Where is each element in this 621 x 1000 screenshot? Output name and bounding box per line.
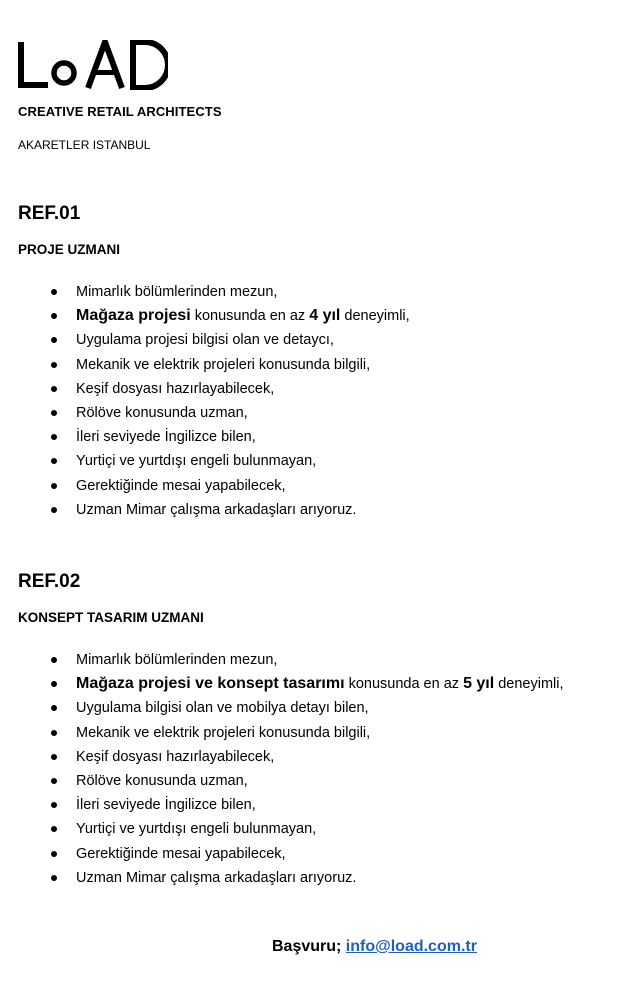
emphasis-text: 5 yıl [463, 675, 495, 693]
item-text: deneyimli, [494, 676, 564, 693]
list-item [18, 721, 618, 745]
list-item [18, 498, 618, 522]
job-title: KONSEPT TASARIM UZMANI [18, 610, 204, 625]
application-footer [272, 938, 477, 956]
bullet-icon [51, 730, 57, 736]
bullet-icon [51, 289, 57, 295]
item-text: Uzman Mimar çalışma arkadaşları arıyoruz. [76, 501, 357, 518]
bullet-icon [51, 705, 57, 711]
item-text: Uygulama projesi bilgisi olan ve detaycı, [76, 332, 334, 349]
item-text: konusunda en az [190, 308, 310, 325]
item-text: Yurtiçi ve yurtdışı engeli bulunmayan, [76, 453, 317, 470]
list-item [18, 425, 618, 449]
emphasis-text: Mağaza projesi [76, 307, 191, 325]
item-text: İleri seviyede İngilizce bilen, [76, 797, 256, 814]
list-item [18, 866, 618, 890]
item-text: Gerektiğinde mesai yapabilecek, [76, 845, 286, 862]
list-item [18, 769, 618, 793]
bullet-icon [51, 386, 57, 392]
list-item [18, 696, 618, 720]
list-item [18, 280, 618, 304]
company-location: AKARETLER ISTANBUL [18, 138, 151, 152]
bullet-icon [51, 458, 57, 464]
emphasis-text: Mağaza projesi ve konsept tasarımı [76, 675, 345, 693]
item-text: Mekanik ve elektrik projeleri konusunda bilgili, [76, 724, 371, 741]
item-text: Rölöve konusunda uzman, [76, 772, 248, 789]
bullet-icon [51, 826, 57, 832]
bullet-icon [51, 313, 57, 319]
bullet-icon [51, 875, 57, 881]
bullet-icon [51, 362, 57, 368]
list-item [18, 672, 618, 696]
item-text: Mimarlık bölümlerinden mezun, [76, 284, 278, 300]
list-item [18, 377, 618, 401]
list-item [18, 304, 618, 328]
job-ref: REF.02 [18, 571, 81, 592]
bullet-icon [51, 507, 57, 513]
bullet-icon [51, 434, 57, 440]
job-section-ref02 [18, 570, 618, 886]
list-item [18, 474, 618, 498]
email-link[interactable]: info@load.com.tr [345, 938, 477, 955]
job-ref: REF.01 [18, 203, 81, 224]
item-text: Yurtiçi ve yurtdışı engeli bulunmayan, [76, 821, 317, 838]
application-label: Başvuru; [272, 938, 346, 955]
item-text: konusunda en az [344, 676, 464, 693]
item-text: İleri seviyede İngilizce bilen, [76, 429, 256, 446]
bullet-icon [51, 851, 57, 857]
bullet-icon [51, 802, 57, 808]
load-logo [18, 40, 168, 90]
bullet-icon [51, 337, 57, 343]
item-text: Gerektiğinde mesai yapabilecek, [76, 477, 286, 494]
item-text: Uygulama bilgisi olan ve mobilya detayı bilen, [76, 700, 369, 717]
list-item [18, 353, 618, 377]
emphasis-text: 4 yıl [309, 307, 341, 325]
bullet-icon [51, 778, 57, 784]
item-text: Uzman Mimar çalışma arkadaşları arıyoruz. [76, 869, 357, 886]
requirements-list [18, 648, 618, 890]
list-item [18, 648, 618, 672]
bullet-icon [51, 754, 57, 760]
bullet-icon [51, 681, 57, 687]
list-item [18, 449, 618, 473]
job-title: PROJE UZMANI [18, 242, 121, 257]
list-item [18, 401, 618, 425]
item-text: Rölöve konusunda uzman, [76, 404, 248, 421]
list-item [18, 793, 618, 817]
item-text: deneyimli, [340, 308, 410, 325]
list-item [18, 745, 618, 769]
item-text: Mimarlık bölümlerinden mezun, [76, 652, 278, 668]
requirements-list [18, 280, 618, 522]
bullet-icon [51, 483, 57, 489]
item-text: Keşif dosyası hazırlayabilecek, [76, 380, 275, 397]
bullet-icon [51, 657, 57, 663]
item-text: Mekanik ve elektrik projeleri konusunda bilgili, [76, 356, 371, 373]
list-item [18, 817, 618, 841]
list-item [18, 328, 618, 352]
job-section-ref01 [18, 202, 618, 518]
item-text: Keşif dosyası hazırlayabilecek, [76, 748, 275, 765]
list-item [18, 842, 618, 866]
company-tagline: CREATIVE RETAIL ARCHITECTS [18, 104, 222, 119]
bullet-icon [51, 410, 57, 416]
